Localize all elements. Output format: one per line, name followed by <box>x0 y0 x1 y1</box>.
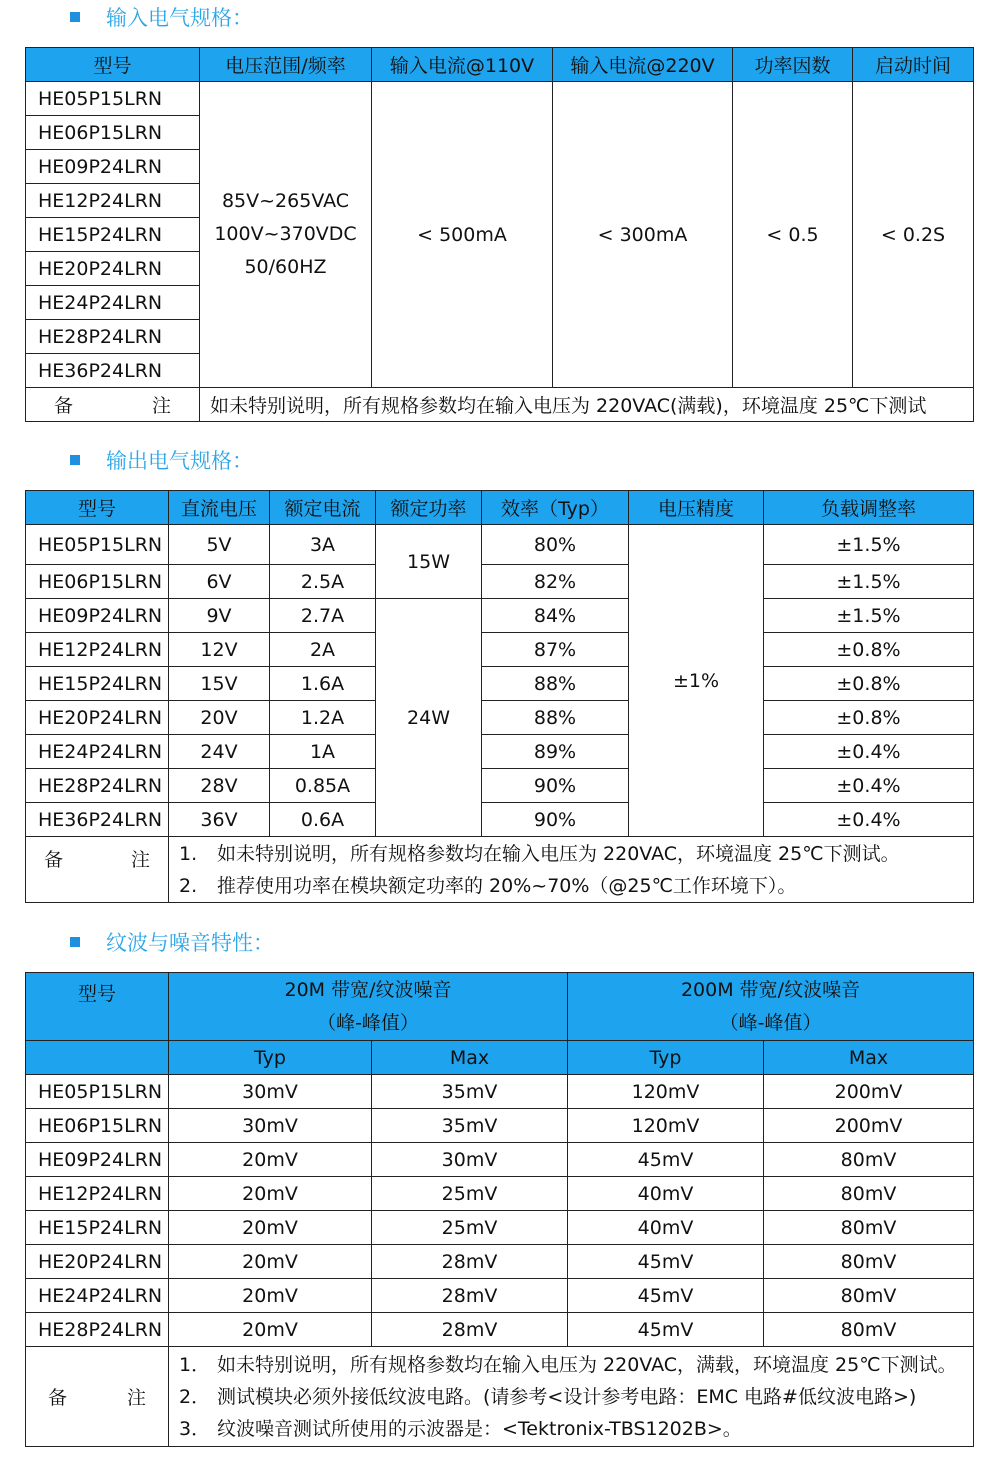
voltage-cell: 15V <box>169 667 270 701</box>
model-cell: HE15P24LRN <box>26 218 200 252</box>
column-header: 效率（Typ） <box>482 491 629 525</box>
note-row <box>26 1347 974 1447</box>
model-cell: HE20P24LRN <box>26 252 200 286</box>
column-header: 型号 <box>26 48 200 82</box>
value-cell: 120mV <box>568 1075 764 1109</box>
table-header-row <box>26 491 974 525</box>
current-cell: 2.7A <box>270 599 376 633</box>
table-row <box>26 82 974 116</box>
model-cell: HE28P24LRN <box>26 769 169 803</box>
column-header: Max <box>764 1041 974 1075</box>
model-cell: HE20P24LRN <box>26 701 169 735</box>
table-row <box>26 1279 974 1313</box>
model-cell: HE05P15LRN <box>26 525 169 565</box>
table-row <box>26 1245 974 1279</box>
output-spec-table <box>25 490 974 903</box>
value-cell: 25mV <box>372 1211 568 1245</box>
table-header-row <box>26 48 974 82</box>
load-regulation-cell: ±0.8% <box>764 701 974 735</box>
value-cell: 35mV <box>372 1075 568 1109</box>
table-row <box>26 599 974 633</box>
load-regulation-cell: ±0.8% <box>764 633 974 667</box>
section-title-input: 输入电气规格： <box>70 2 253 32</box>
table-row <box>26 525 974 565</box>
table-row <box>26 1211 974 1245</box>
model-cell: HE12P24LRN <box>26 1177 169 1211</box>
load-regulation-cell: ±1.5% <box>764 565 974 599</box>
table-row <box>26 735 974 769</box>
value-cell: 200mV <box>764 1109 974 1143</box>
load-regulation-cell: ±0.4% <box>764 803 974 837</box>
table-row <box>26 1177 974 1211</box>
note-text: 1． 如未特别说明，所有规格参数均在输入电压为 220VAC，满载，环境温度 25℃下测试。 2． 测试模块必须外接低纹波电路。(请参考<设计参考电路：EMC 电路#低纹波电路>) 3． 纹波噪音测试所使用的示波器是：<Tektronix-TBS1202B>。 <box>169 1347 974 1447</box>
column-header: 型号 <box>26 491 169 525</box>
column-header: Typ <box>169 1041 372 1075</box>
model-cell: HE28P24LRN <box>26 320 200 354</box>
value-cell: 20mV <box>169 1211 372 1245</box>
value-cell: 20mV <box>169 1177 372 1211</box>
voltage-cell: 6V <box>169 565 270 599</box>
current-cell: 0.85A <box>270 769 376 803</box>
column-header: Max <box>372 1041 568 1075</box>
input-current-110-cell: < 500mA <box>372 82 553 388</box>
value-cell: 80mV <box>764 1143 974 1177</box>
bullet-icon <box>70 937 80 947</box>
efficiency-cell: 89% <box>482 735 629 769</box>
table-row <box>26 803 974 837</box>
note-label: 备 注 <box>26 1347 169 1447</box>
rated-power-cell: 15W <box>376 525 482 599</box>
table-row <box>26 769 974 803</box>
value-cell: 20mV <box>169 1279 372 1313</box>
column-header: 电压范围/频率 <box>200 48 372 82</box>
current-cell: 3A <box>270 525 376 565</box>
value-cell: 28mV <box>372 1245 568 1279</box>
column-header: 电压精度 <box>629 491 764 525</box>
model-cell: HE09P24LRN <box>26 150 200 184</box>
value-cell: 80mV <box>764 1177 974 1211</box>
model-cell: HE12P24LRN <box>26 184 200 218</box>
startup-time-cell: < 0.2S <box>853 82 974 388</box>
value-cell: 45mV <box>568 1279 764 1313</box>
model-cell: HE12P24LRN <box>26 633 169 667</box>
table-row <box>26 1075 974 1109</box>
column-header: 额定电流 <box>270 491 376 525</box>
value-cell: 80mV <box>764 1279 974 1313</box>
note-row <box>26 837 974 903</box>
column-header <box>26 1041 169 1075</box>
current-cell: 1.2A <box>270 701 376 735</box>
current-cell: 2A <box>270 633 376 667</box>
efficiency-cell: 87% <box>482 633 629 667</box>
voltage-accuracy-cell: ±1% <box>629 525 764 837</box>
bullet-icon <box>70 12 80 22</box>
table-row <box>26 1313 974 1347</box>
efficiency-cell: 82% <box>482 565 629 599</box>
load-regulation-cell: ±1.5% <box>764 599 974 633</box>
value-cell: 120mV <box>568 1109 764 1143</box>
column-header: 启动时间 <box>853 48 974 82</box>
model-cell: HE09P24LRN <box>26 1143 169 1177</box>
model-cell: HE24P24LRN <box>26 1279 169 1313</box>
column-header: 直流电压 <box>169 491 270 525</box>
model-cell: HE06P15LRN <box>26 565 169 599</box>
note-label: 备 注 <box>26 837 169 903</box>
input-current-220-cell: < 300mA <box>553 82 733 388</box>
table-row <box>26 565 974 599</box>
value-cell: 45mV <box>568 1143 764 1177</box>
value-cell: 35mV <box>372 1109 568 1143</box>
section-title-ripple: 纹波与噪音特性： <box>70 927 274 957</box>
efficiency-cell: 88% <box>482 667 629 701</box>
efficiency-cell: 88% <box>482 701 629 735</box>
value-cell: 45mV <box>568 1313 764 1347</box>
model-cell: HE36P24LRN <box>26 803 169 837</box>
value-cell: 25mV <box>372 1177 568 1211</box>
column-header-200m: 200M 带宽/纹波噪音 （峰-峰值） <box>568 973 974 1041</box>
load-regulation-cell: ±0.8% <box>764 667 974 701</box>
value-cell: 28mV <box>372 1313 568 1347</box>
bullet-icon <box>70 455 80 465</box>
efficiency-cell: 84% <box>482 599 629 633</box>
current-cell: 0.6A <box>270 803 376 837</box>
table-row <box>26 1143 974 1177</box>
ripple-noise-table <box>25 972 974 1447</box>
voltage-cell: 24V <box>169 735 270 769</box>
note-text: 如未特别说明，所有规格参数均在输入电压为 220VAC(满载)，环境温度 25℃下测试 <box>200 388 974 422</box>
model-cell: HE06P15LRN <box>26 116 200 150</box>
note-text: 1. 如未特别说明，所有规格参数均在输入电压为 220VAC，环境温度 25℃下测试。 2. 推荐使用功率在模块额定功率的 20%~70%（@25℃工作环境下）。 <box>169 837 974 903</box>
efficiency-cell: 90% <box>482 769 629 803</box>
note-row <box>26 388 974 422</box>
model-cell: HE20P24LRN <box>26 1245 169 1279</box>
column-header: 功率因数 <box>733 48 853 82</box>
column-header: 型号 <box>26 973 169 1041</box>
voltage-range-cell: 85V~265VAC 100V~370VDC 50/60HZ <box>200 82 372 388</box>
value-cell: 40mV <box>568 1211 764 1245</box>
load-regulation-cell: ±1.5% <box>764 525 974 565</box>
efficiency-cell: 90% <box>482 803 629 837</box>
model-cell: HE15P24LRN <box>26 667 169 701</box>
value-cell: 20mV <box>169 1313 372 1347</box>
current-cell: 1A <box>270 735 376 769</box>
table-row <box>26 667 974 701</box>
voltage-cell: 20V <box>169 701 270 735</box>
column-header-20m: 20M 带宽/纹波噪音 （峰-峰值） <box>169 973 568 1041</box>
efficiency-cell: 80% <box>482 525 629 565</box>
note-label: 备 注 <box>26 388 200 422</box>
model-cell: HE05P15LRN <box>26 1075 169 1109</box>
voltage-cell: 12V <box>169 633 270 667</box>
column-header: Typ <box>568 1041 764 1075</box>
table-row <box>26 1109 974 1143</box>
value-cell: 28mV <box>372 1279 568 1313</box>
value-cell: 20mV <box>169 1245 372 1279</box>
value-cell: 200mV <box>764 1075 974 1109</box>
value-cell: 80mV <box>764 1245 974 1279</box>
model-cell: HE09P24LRN <box>26 599 169 633</box>
current-cell: 1.6A <box>270 667 376 701</box>
table-header-row <box>26 973 974 1041</box>
value-cell: 30mV <box>169 1075 372 1109</box>
voltage-cell: 5V <box>169 525 270 565</box>
section-title-output: 输出电气规格： <box>70 445 253 475</box>
voltage-cell: 9V <box>169 599 270 633</box>
value-cell: 30mV <box>169 1109 372 1143</box>
model-cell: HE24P24LRN <box>26 735 169 769</box>
value-cell: 30mV <box>372 1143 568 1177</box>
model-cell: HE06P15LRN <box>26 1109 169 1143</box>
model-cell: HE15P24LRN <box>26 1211 169 1245</box>
value-cell: 20mV <box>169 1143 372 1177</box>
column-header: 额定功率 <box>376 491 482 525</box>
current-cell: 2.5A <box>270 565 376 599</box>
model-cell: HE05P15LRN <box>26 82 200 116</box>
load-regulation-cell: ±0.4% <box>764 735 974 769</box>
value-cell: 45mV <box>568 1245 764 1279</box>
table-row <box>26 701 974 735</box>
value-cell: 80mV <box>764 1211 974 1245</box>
input-spec-table <box>25 47 974 422</box>
rated-power-cell: 24W <box>376 599 482 837</box>
value-cell: 80mV <box>764 1313 974 1347</box>
table-subheader-row <box>26 1041 974 1075</box>
model-cell: HE36P24LRN <box>26 354 200 388</box>
column-header: 负载调整率 <box>764 491 974 525</box>
load-regulation-cell: ±0.4% <box>764 769 974 803</box>
model-cell: HE24P24LRN <box>26 286 200 320</box>
voltage-cell: 36V <box>169 803 270 837</box>
value-cell: 40mV <box>568 1177 764 1211</box>
column-header: 输入电流@220V <box>553 48 733 82</box>
power-factor-cell: < 0.5 <box>733 82 853 388</box>
table-row <box>26 633 974 667</box>
column-header: 输入电流@110V <box>372 48 553 82</box>
model-cell: HE28P24LRN <box>26 1313 169 1347</box>
voltage-cell: 28V <box>169 769 270 803</box>
